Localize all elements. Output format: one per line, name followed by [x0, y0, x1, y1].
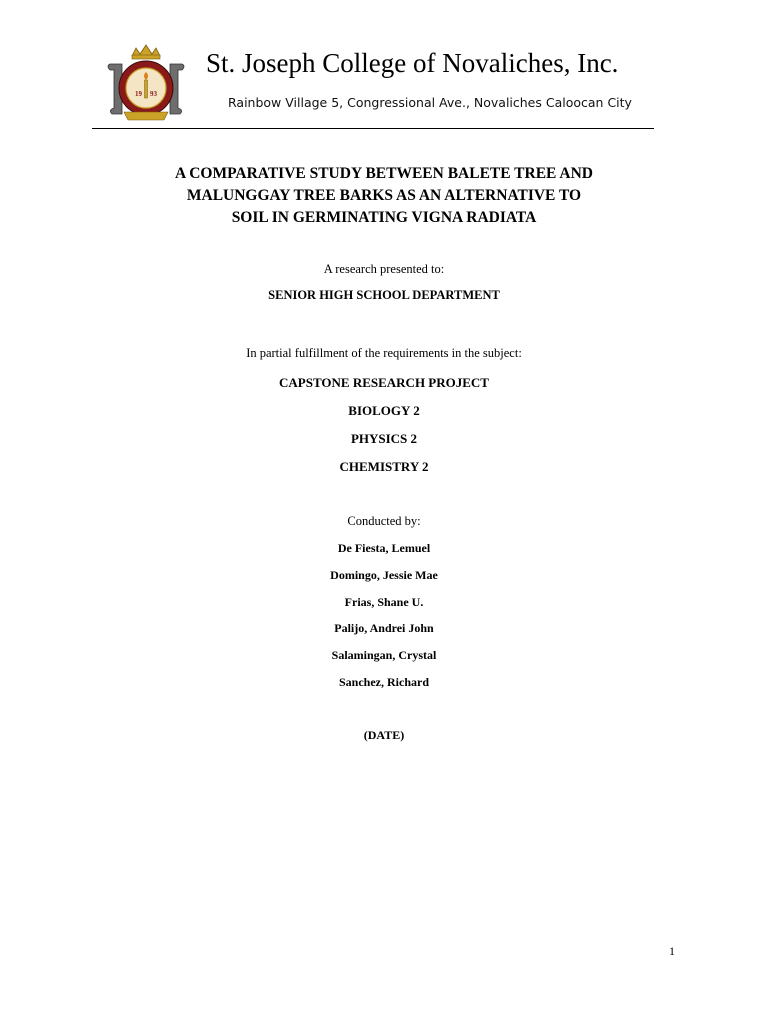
school-seal-icon	[104, 42, 188, 126]
page-number: 1	[669, 944, 675, 958]
research-title	[0, 163, 768, 229]
header-divider	[92, 128, 654, 129]
subject-item: BIOLOGY 2	[348, 403, 420, 418]
author-name: Frias, Shane U.	[344, 595, 424, 609]
conducted-by-label: Conducted by:	[347, 514, 421, 528]
subject-item: CAPSTONE RESEARCH PROJECT	[279, 375, 489, 390]
fulfillment-label: In partial fulfillment of the requirements in the subject:	[246, 346, 522, 360]
school-name: St. Joseph College of Novaliches, Inc.	[206, 48, 619, 78]
author-name: Palijo, Andrei John	[334, 621, 434, 635]
author-name: Sanchez, Richard	[339, 675, 429, 689]
seal-year-left: 19	[135, 90, 142, 98]
title-line: SOIL IN GERMINATING VIGNA RADIATA	[231, 209, 537, 226]
department-name: SENIOR HIGH SCHOOL DEPARTMENT	[268, 288, 500, 302]
author-name: Domingo, Jessie Mae	[330, 568, 438, 582]
title-line: A COMPARATIVE STUDY BETWEEN BALETE TREE AND	[174, 165, 593, 182]
school-address: Rainbow Village 5, Congressional Ave., Novaliches Caloocan City	[228, 95, 632, 110]
seal-year-right: 93	[150, 90, 157, 98]
title-line: MALUNGGAY TREE BARKS AS AN ALTERNATIVE TO	[186, 187, 582, 204]
date-placeholder: (DATE)	[363, 728, 405, 742]
author-name: Salamingan, Crystal	[331, 648, 437, 662]
presented-to-label: A research presented to:	[323, 262, 445, 276]
subject-item: CHEMISTRY 2	[339, 459, 429, 474]
subject-item: PHYSICS 2	[350, 431, 418, 446]
author-name: De Fiesta, Lemuel	[337, 541, 431, 555]
